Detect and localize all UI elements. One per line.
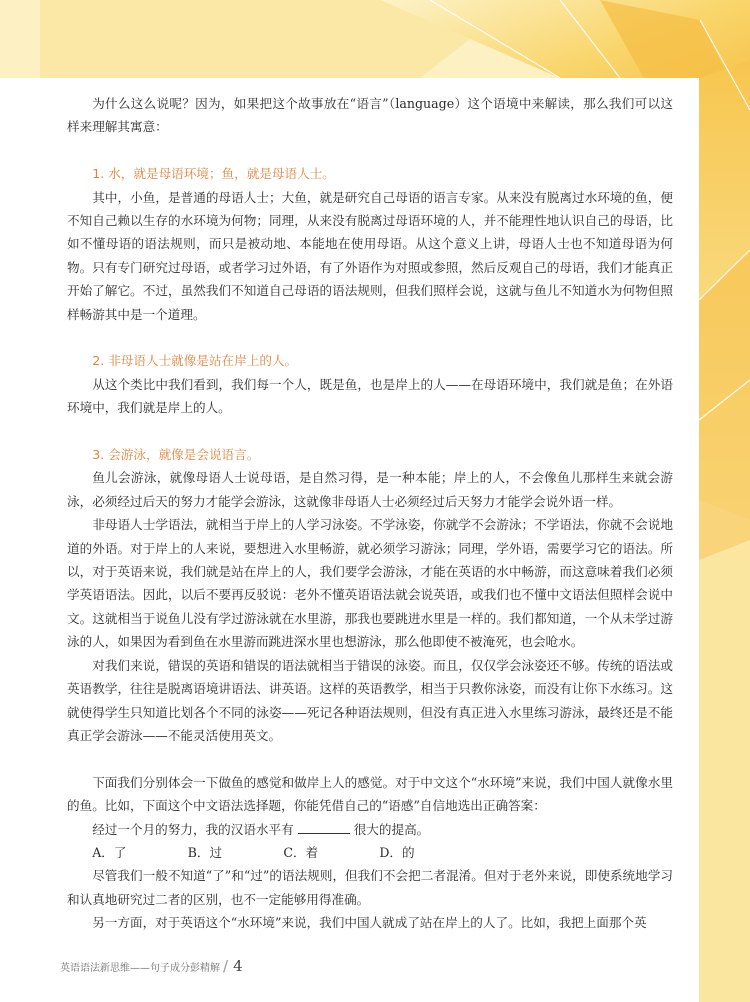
quiz-question-after: 很大的提高。	[353, 821, 430, 837]
quiz-option: A．了	[92, 844, 127, 860]
paragraph: 为什么这么说呢？因为，如果把这个故事放在“语言”（language）这个语境中来解读，那么我们可以这样来理解其寓意：	[67, 96, 673, 135]
quiz-option: B．过	[187, 844, 223, 860]
quiz-question-before: 经过一个月的努力，我的汉语水平有	[92, 821, 294, 837]
section-heading: 2. 非母语人士就像是站在岸上的人。	[92, 353, 298, 369]
quiz-question	[67, 818, 673, 841]
paragraph: 另一方面，对于英语这个“水环境”来说，我们中国人就成了站在岸上的人了。比如，我把上面那个英	[92, 915, 647, 931]
section-heading: 1. 水，就是母语环境；鱼，就是母语人士。	[92, 166, 335, 182]
paragraph: 非母语人士学语法，就相当于岸上的人学习泳姿。不学泳姿，你就学不会游泳；不学语法，你就不会说地道的外语。对于岸上的人来说，要想进入水里畅游，就必须学习游泳；同理，学外语，需要学习它的语法。所以，对于英语来说，我们就是站在岸上的人，我们要学会游泳，才能在英语的水中畅游，而这意味着我们必须学英语语法。因此，以后不要再反驳说：老外不懂英语语法就会说英语，或我们也不懂中文语法但照样会说中文。这就相当于说鱼儿没有学过游泳就在水里游，那我也要跳进水里是一样的。我们都知道，一个从未学过游泳的人，如果因为看到鱼在水里游而跳进深水里也想游泳，那么他即使不被淹死，也会呛水。	[67, 517, 673, 650]
quiz-option: D．的	[379, 844, 415, 860]
quiz-options	[67, 841, 673, 864]
paragraph-gap	[67, 420, 673, 443]
paragraph: 对我们来说，错误的英语和错误的语法就相当于错误的泳姿。而且，仅仅学会泳姿还不够。传统的语法或英语教学，往往是脱离语境讲语法、讲英语。这样的英语教学，相当于只教你泳姿，而没有让你下水练习。这就使得学生只知道比划各个不同的泳姿——死记各种语法规则，但没有真正进入水里练习游泳，最终还是不能真正学会游泳——不能灵活使用英文。	[67, 657, 673, 743]
paragraph: 下面我们分别体会一下做鱼的感觉和做岸上人的感觉。对于中文这个“水环境”来说，我们中国人就像水里的鱼。比如，下面这个中文语法选择题，你能凭借自己的“语感”自信地选出正确答案：	[67, 774, 673, 814]
quiz-option: C．着	[283, 844, 319, 860]
paragraph: 其中，小鱼，是普通的母语人士；大鱼，就是研究自己母语的语言专家。从来没有脱离过水环境的鱼，便不知自己赖以生存的水环境为何物；同理，从来没有脱离过母语环境的人，并不能理性地认识自己的母语，比如不懂母语的语法规则，而只是被动地、本能地在使用母语。从这个意义上讲，母语人士也不知道母语为何物。只有专门研究过母语，或者学习过外语，有了外语作为对照或参照，然后反观自己的母语，我们才能真正开始了解它。不过，虽然我们不知道自己母语的语法规则，但我们照样会说，这就与鱼儿不知道水为何物但照样畅游其中是一个道理。	[67, 189, 673, 322]
footer-book-title: 英语语法新思维——句子成分彭精解	[60, 963, 220, 974]
page-number: 4	[233, 957, 243, 975]
section-heading: 3. 会游泳，就像是会说语言。	[92, 447, 260, 463]
paragraph: 尽管我们一般不知道“了”和“过”的语法规则，但我们不会把二者混淆。但对于老外来说，即使系统地学习和认真地研究过二者的区别，也不一定能够用得准确。	[67, 868, 673, 907]
page-footer	[60, 957, 243, 975]
paragraph-gap	[67, 326, 673, 349]
paragraph-gap	[67, 139, 673, 162]
document-body	[67, 92, 673, 935]
quiz-blank	[298, 819, 350, 834]
footer-separator: /	[223, 957, 229, 975]
paragraph: 鱼儿会游泳，就像母语人士说母语，是自然习得，是一种本能；岸上的人，不会像鱼儿那样生来就会游泳，必须经过后天的努力才能学会游泳，这就像非母语人士必须经过后天努力才能学会说外语一样。	[67, 470, 673, 509]
paragraph: 从这个类比中我们看到，我们每一个人，既是鱼，也是岸上的人——在母语环境中，我们就是鱼；在外语环境中，我们就是岸上的人。	[67, 376, 673, 416]
paragraph-gap	[67, 747, 673, 770]
